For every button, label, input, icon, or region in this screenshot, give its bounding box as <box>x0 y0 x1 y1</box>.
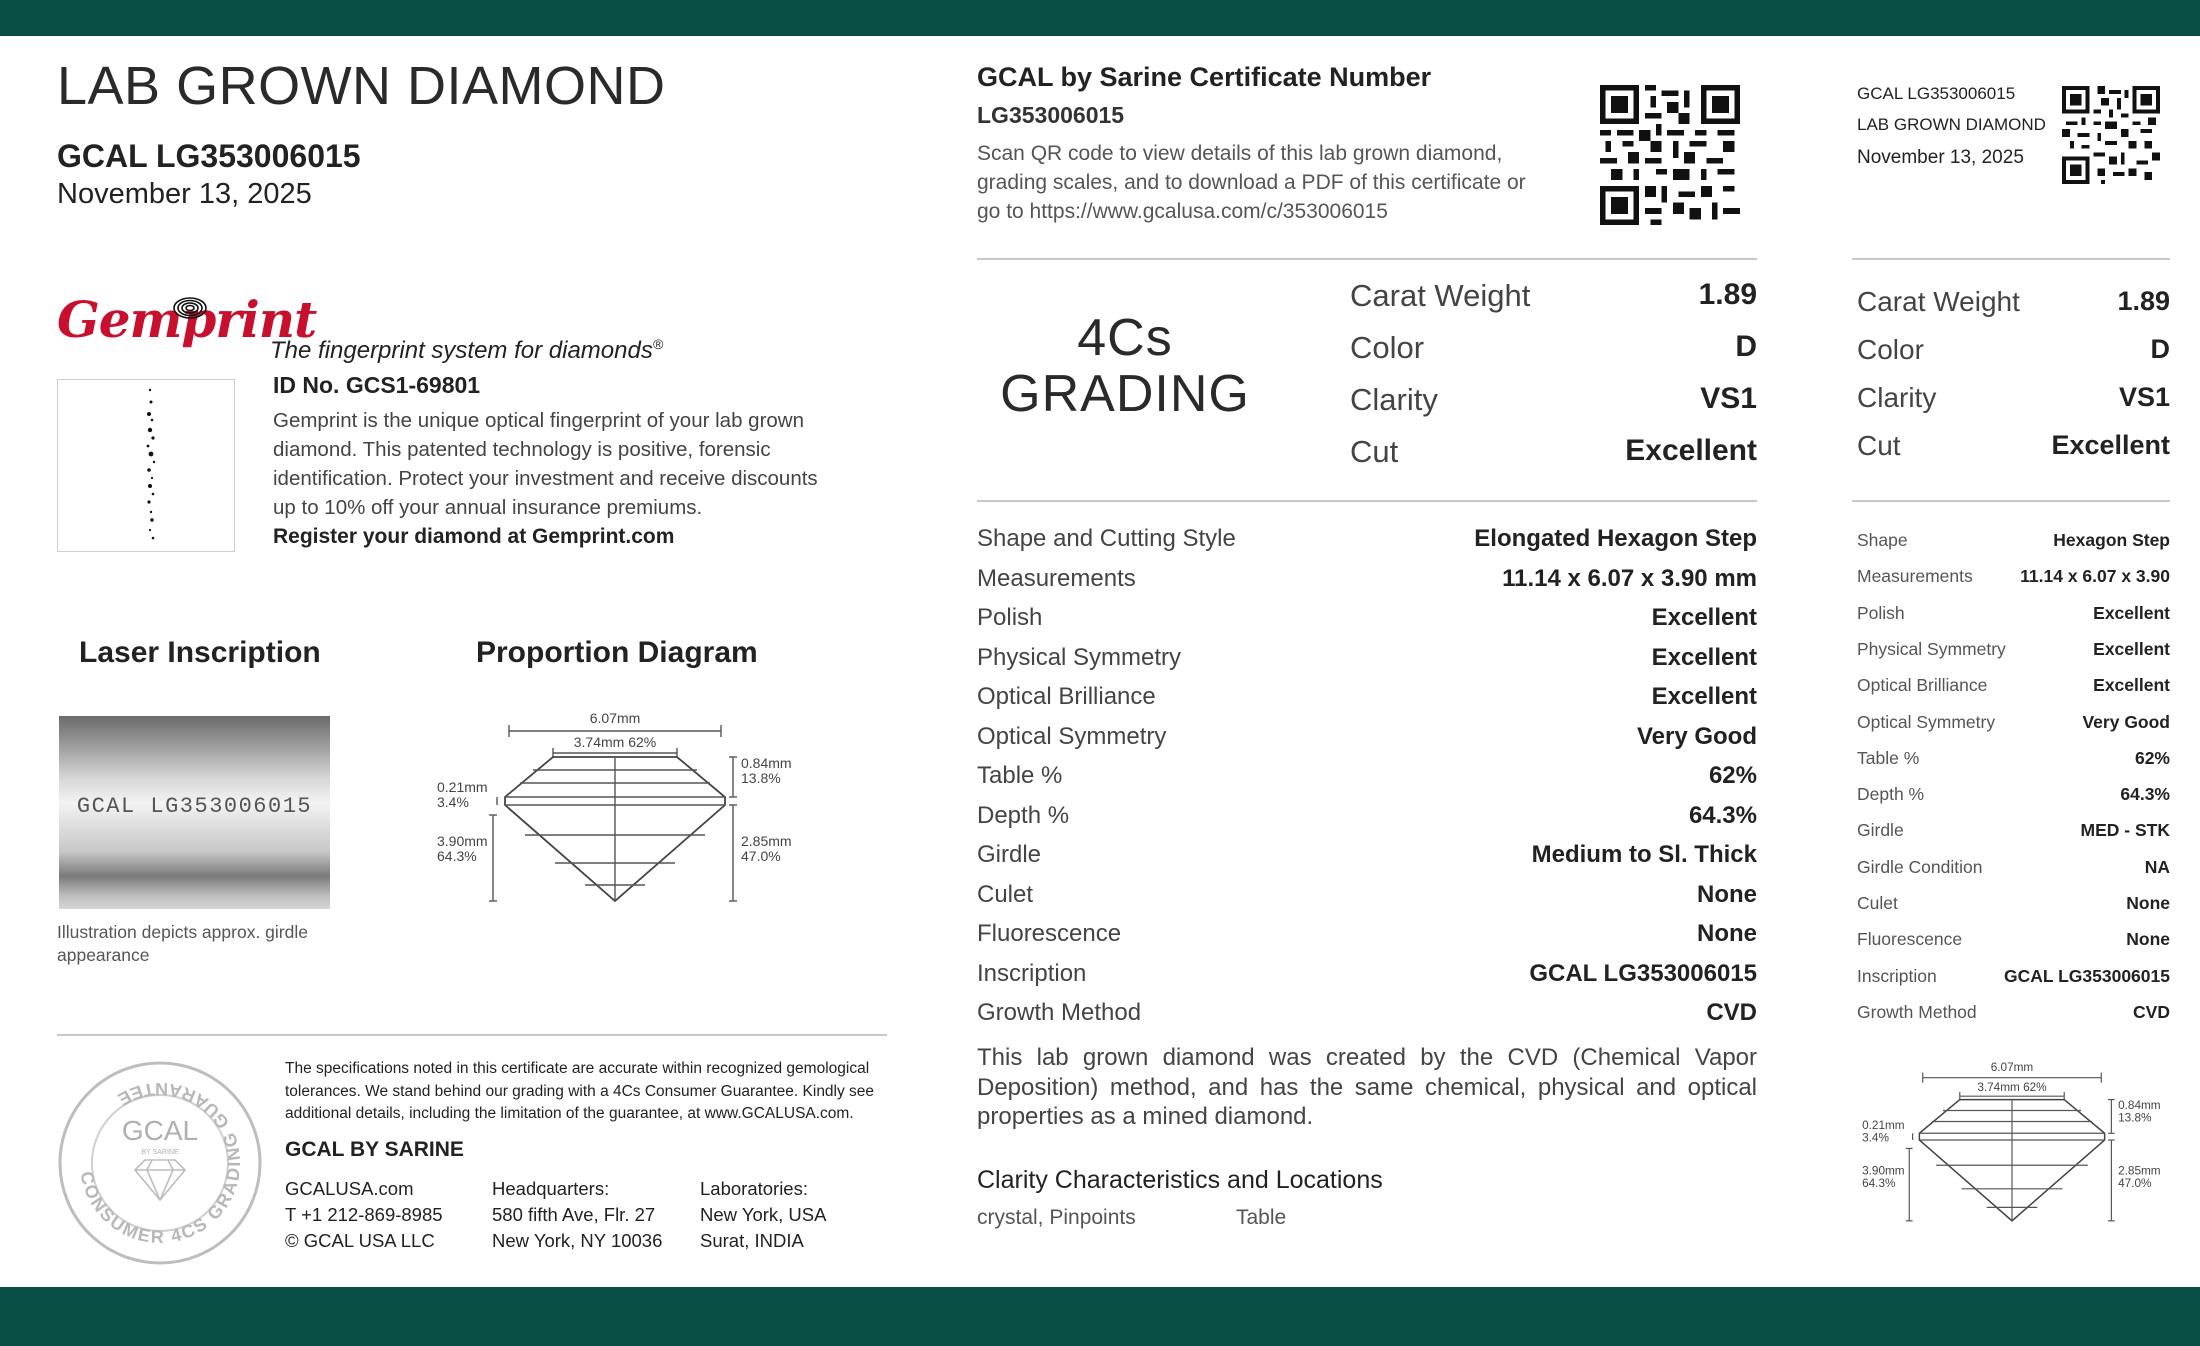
spec-value: None <box>1697 880 1757 908</box>
labs-line2: Surat, INDIA <box>700 1230 804 1251</box>
spec-value: Elongated Hexagon Step <box>1474 525 1757 552</box>
footer-headquarters <box>492 1176 662 1254</box>
seal-sub-text: BY SARINE <box>141 1149 179 1156</box>
stub-cert-number: GCAL LG353006015 <box>1857 84 2016 103</box>
spec-label: Shape and Cutting Style <box>977 525 1236 552</box>
spec-row-depth <box>977 802 1757 841</box>
stub-spec-value: Excellent <box>2093 602 2170 623</box>
spec-row-polish <box>977 604 1757 643</box>
stub-spec-value: None <box>2126 893 2170 913</box>
stub-spec-label: Depth % <box>1857 784 1925 805</box>
grade-value: Excellent <box>1625 434 1757 467</box>
spec-row-optical-brilliance <box>977 683 1757 722</box>
stub-divider-2 <box>1852 500 2170 502</box>
spec-row-fluorescence <box>977 920 1757 959</box>
left-footer-divider <box>57 1034 887 1036</box>
stub-spec-value: Hexagon Step <box>2053 530 2170 550</box>
stub-prop-depth-pct: 64.3% <box>1862 1177 1896 1191</box>
stub-spec-row-table <box>1857 748 2170 784</box>
stub-divider-1 <box>1852 258 2170 260</box>
spec-value: Very Good <box>1636 722 1757 750</box>
labs-label: Laboratories: <box>700 1178 808 1199</box>
stub-prop-girdle-mm: 0.21mm <box>1862 1119 1905 1133</box>
spec-value: Medium to Sl. Thick <box>1531 841 1757 868</box>
stub-grade-value: 1.89 <box>2117 286 2170 316</box>
labs-line1: New York, USA <box>700 1204 827 1225</box>
stub-spec-label: Table % <box>1857 747 1920 768</box>
stub-spec-label: Shape <box>1857 530 1908 550</box>
stub-prop-depth-mm: 3.90mm <box>1862 1164 1905 1178</box>
footer-website[interactable]: GCALUSA.com <box>285 1178 414 1199</box>
stub-spec-row-fluorescence <box>1857 929 2170 965</box>
4cs-heading-line2: GRADING <box>1000 365 1250 423</box>
svg-text:CONSUMER 4CS GRADING GUARANTEE <box>76 1079 244 1247</box>
prop-depth-mm: 3.90mm <box>437 833 488 849</box>
4cs-heading-line1: 4Cs <box>1077 309 1173 367</box>
spec-row-shape <box>977 525 1757 564</box>
spec-value: Excellent <box>1651 683 1757 710</box>
prop-table-label: 3.74mm 62% <box>573 734 657 750</box>
hq-line2: New York, NY 10036 <box>492 1230 663 1251</box>
laser-inscription-note: Illustration depicts approx. girdle appearance <box>57 922 308 965</box>
stub-date: November 13, 2025 <box>1857 147 2024 168</box>
stub-grade-label: Color <box>1857 334 1924 365</box>
laser-inscription-heading: Laser Inscription <box>79 636 321 669</box>
prop-crown-pct: 13.8% <box>741 770 781 786</box>
bottom-band <box>0 1287 2200 1346</box>
grade-row-cut <box>1350 434 1757 486</box>
stub-grade-value: Excellent <box>2051 430 2170 460</box>
stub-spec-label: Fluorescence <box>1857 929 1963 950</box>
proportion-diagram <box>425 705 805 905</box>
spec-row-culet <box>977 881 1757 920</box>
spec-row-girdle <box>977 841 1757 880</box>
stub-spec-row-depth <box>1857 784 2170 820</box>
stub-spec-value: 62% <box>2134 747 2170 768</box>
spec-value: GCAL LG353006015 <box>1529 959 1757 987</box>
prop-girdle-mm: 0.21mm <box>437 779 488 795</box>
qr-scan-instructions: Scan QR code to view details of this lab grown diamond, grading scales, and to download a PDF of this certificate or go to https://www.gcalusa.com/c/353006015 <box>977 142 1526 223</box>
stub-spec-value: None <box>2126 929 2170 950</box>
spec-label: Growth Method <box>977 999 1142 1026</box>
page-title: LAB GROWN DIAMOND <box>57 56 666 116</box>
gemprint-fingerprint-image <box>57 379 235 552</box>
stub-spec-label: Measurements <box>1857 566 1973 587</box>
spec-row-measurements <box>977 565 1757 604</box>
stub-spec-row-polish <box>1857 603 2170 639</box>
spec-label: Inscription <box>977 959 1087 987</box>
hq-line1: 580 fifth Ave, Flr. 27 <box>492 1204 656 1225</box>
spec-label: Depth % <box>977 801 1070 829</box>
footer-laboratories <box>700 1176 826 1254</box>
stub-grade-row-color <box>1857 334 2170 382</box>
stub-spec-row-optical-brilliance <box>1857 675 2170 711</box>
spec-label: Optical Brilliance <box>977 683 1156 710</box>
spec-value: 62% <box>1708 762 1757 789</box>
clarity-location-value: Table <box>1236 1206 1287 1229</box>
grade-value: 1.89 <box>1698 278 1757 311</box>
stub-spec-label: Growth Method <box>1857 1001 1977 1022</box>
stub-spec-row-physical-symmetry <box>1857 639 2170 675</box>
stub-qr-code-icon[interactable] <box>2062 86 2160 184</box>
certificate-number: GCAL LG353006015 <box>57 138 361 174</box>
stub-grade-label: Carat Weight <box>1857 286 2020 317</box>
stub-spec-label: Optical Symmetry <box>1857 711 1996 732</box>
grade-row-color <box>1350 330 1757 382</box>
stub-spec-value: NA <box>2144 856 2170 877</box>
proportion-diagram-heading: Proportion Diagram <box>476 636 758 669</box>
stub-spec-value: 11.14 x 6.07 x 3.90 <box>2020 566 2170 587</box>
stub-grade-value: D <box>2150 334 2170 364</box>
laser-inscription-text: GCAL LG353006015 <box>76 794 313 819</box>
stub-spec-value: Very Good <box>2082 711 2170 732</box>
stub-spec-row-measurements <box>1857 566 2170 602</box>
prop-crown-mm: 0.84mm <box>741 755 792 771</box>
stub-spec-label: Optical Brilliance <box>1857 675 1988 696</box>
certificate-number-value: LG353006015 <box>977 102 1125 128</box>
cvd-description: This lab grown diamond was created by the CVD (Chemical Vapor Deposition) method, and has the same chemical, physical and optical properties as a mined diamond. <box>977 1044 1757 1130</box>
stub-spec-row-girdle-condition <box>1857 857 2170 893</box>
spec-value: None <box>1697 920 1757 947</box>
footer-phone: T +1 212-869-8985 <box>285 1204 443 1225</box>
spec-row-table <box>977 762 1757 801</box>
seal-logo-text: GCAL <box>121 1115 199 1146</box>
stub-grade-row-carat <box>1857 286 2170 334</box>
4cs-grading-heading <box>980 310 1270 422</box>
gemprint-logo-text: Gemprint <box>57 290 317 349</box>
stub-prop-width-label: 6.07mm <box>1990 1060 2034 1074</box>
spec-row-growth-method <box>977 999 1757 1038</box>
stub-spec-row-girdle <box>1857 820 2170 856</box>
clarity-characteristics-value: crystal, Pinpoints <box>977 1206 1136 1229</box>
stub-spec-value: Excellent <box>2093 638 2170 659</box>
stub-spec-row-growth-method <box>1857 1002 2170 1038</box>
grade-label: Color <box>1350 330 1425 365</box>
registered-mark: ® <box>652 336 664 352</box>
stub-proportion-diagram <box>1852 1055 2172 1225</box>
spec-row-inscription <box>977 960 1757 999</box>
stub-prop-table-label: 3.74mm 62% <box>1977 1081 2047 1095</box>
stub-prop-crown-pct: 13.8% <box>2118 1111 2152 1125</box>
gemprint-id: ID No. GCS1-69801 <box>273 372 481 398</box>
grade-row-clarity <box>1350 382 1757 434</box>
certificate-date: November 13, 2025 <box>57 178 312 210</box>
qr-code-icon[interactable] <box>1600 85 1740 225</box>
gemprint-tagline: The fingerprint system for diamonds® <box>270 336 664 364</box>
top-band <box>0 0 2200 36</box>
mid-divider-1 <box>977 258 1757 260</box>
stub-grade-label: Cut <box>1857 430 1901 461</box>
stub-spec-label: Girdle <box>1857 820 1904 841</box>
clarity-characteristics-heading: Clarity Characteristics and Locations <box>977 1166 1383 1194</box>
spec-label: Fluorescence <box>977 920 1122 947</box>
gemprint-register-link[interactable]: Register your diamond at Gemprint.com <box>273 525 675 548</box>
footer-contact <box>285 1176 443 1254</box>
stub-spec-row-inscription <box>1857 966 2170 1002</box>
stub-spec-value: Excellent <box>2093 675 2170 696</box>
spec-value: 11.14 x 6.07 x 3.90 mm <box>1502 564 1757 592</box>
grade-label: Clarity <box>1350 382 1438 417</box>
prop-pavilion-pct: 47.0% <box>741 848 781 864</box>
spec-value: 64.3% <box>1688 801 1757 829</box>
prop-pavilion-mm: 2.85mm <box>741 833 792 849</box>
stub-spec-row-optical-symmetry <box>1857 712 2170 748</box>
stub-grade-value: VS1 <box>2118 382 2170 412</box>
spec-value: Excellent <box>1651 604 1757 631</box>
stub-prop-pavilion-mm: 2.85mm <box>2118 1164 2161 1178</box>
laser-inscription-image <box>59 716 330 909</box>
prop-width-label: 6.07mm <box>589 710 641 726</box>
stub-grade-label: Clarity <box>1857 382 1937 413</box>
footer-brand: GCAL BY SARINE <box>285 1138 464 1161</box>
stub-prop-girdle-pct: 3.4% <box>1862 1131 1889 1145</box>
spec-row-physical-symmetry <box>977 644 1757 683</box>
stub-spec-label: Polish <box>1857 602 1905 623</box>
spec-label: Physical Symmetry <box>977 643 1182 671</box>
spec-label: Table % <box>977 762 1063 789</box>
spec-label: Optical Symmetry <box>977 722 1167 750</box>
spec-label: Culet <box>977 880 1034 908</box>
stub-grade-row-cut <box>1857 430 2170 478</box>
hq-label: Headquarters: <box>492 1178 610 1199</box>
stub-prop-pavilion-pct: 47.0% <box>2118 1177 2152 1191</box>
spec-row-optical-symmetry <box>977 723 1757 762</box>
stub-spec-value: GCAL LG353006015 <box>2003 965 2170 986</box>
stub-spec-value: MED - STK <box>2080 820 2170 841</box>
mid-divider-2 <box>977 500 1757 502</box>
stub-spec-row-shape <box>1857 530 2170 566</box>
stub-prop-crown-mm: 0.84mm <box>2118 1098 2161 1112</box>
certificate-number-heading: GCAL by Sarine Certificate Number <box>977 62 1432 92</box>
stub-spec-row-culet <box>1857 893 2170 929</box>
gemprint-fingerprint-icon <box>170 292 210 320</box>
spec-value: Excellent <box>1651 643 1757 671</box>
grade-value: VS1 <box>1700 382 1757 415</box>
stub-spec-label: Girdle Condition <box>1857 856 1983 877</box>
grade-label: Cut <box>1350 434 1399 469</box>
stub-spec-label: Inscription <box>1857 965 1937 986</box>
spec-label: Measurements <box>977 564 1136 592</box>
spec-label: Girdle <box>977 841 1042 868</box>
stub-title: LAB GROWN DIAMOND <box>1857 115 2046 134</box>
stub-spec-value: CVD <box>2133 1001 2170 1022</box>
footer-disclaimer: The specifications noted in this certificate are accurate within recognized gemological tolerances. We stand behind our grading with a 4Cs Consumer Guarantee. Kindly see additional details, including the limitation of the guarantee, at www.GCALUSA.com. <box>285 1060 875 1122</box>
spec-label: Polish <box>977 604 1043 631</box>
stub-spec-label: Culet <box>1857 893 1898 913</box>
stub-spec-value: 64.3% <box>2120 784 2170 805</box>
footer-copyright: © GCAL USA LLC <box>285 1230 435 1251</box>
spec-value: CVD <box>1706 999 1757 1026</box>
diamond-icon <box>135 1160 185 1200</box>
gemprint-dots <box>58 380 233 550</box>
grade-label: Carat Weight <box>1350 278 1531 313</box>
gcal-seal-icon <box>57 1060 263 1266</box>
grade-row-carat <box>1350 278 1757 330</box>
seal-ring-text: CONSUMER 4CS GRADING GUARANTEE <box>76 1078 245 1248</box>
grade-value: D <box>1735 330 1757 363</box>
stub-spec-label: Physical Symmetry <box>1857 638 2006 659</box>
stub-grade-row-clarity <box>1857 382 2170 430</box>
prop-depth-pct: 64.3% <box>437 848 477 864</box>
gemprint-description: Gemprint is the unique optical fingerprint of your lab grown diamond. This patented technology is positive, forensic identification. Protect your investment and receive discounts up to 10% off your annual insurance premiums. <box>273 409 818 519</box>
prop-girdle-pct: 3.4% <box>437 794 469 810</box>
